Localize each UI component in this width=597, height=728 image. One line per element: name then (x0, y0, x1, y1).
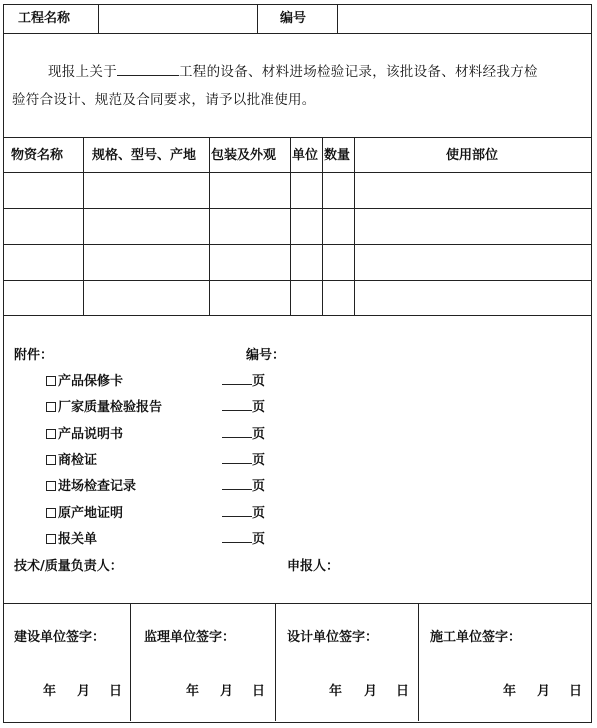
header-divider-v3 (337, 5, 338, 33)
page-count-blank[interactable] (222, 437, 252, 438)
supervisor-signature-label: 监理单位签字： (144, 630, 236, 645)
project-blank[interactable] (117, 75, 179, 76)
owner-date-year: 年 (43, 684, 57, 699)
contractor-date-day: 日 (569, 684, 583, 699)
attachment-item: 进场检查记录 (46, 480, 136, 493)
page-count-blank[interactable] (222, 489, 252, 490)
attachments-number-label: 编号： (246, 348, 286, 363)
material-inspection-form (3, 4, 592, 723)
checkbox-icon[interactable] (46, 508, 56, 518)
table-row[interactable] (4, 281, 590, 315)
header-divider-v2 (257, 5, 258, 33)
attachment-item: 商检证 (46, 454, 97, 467)
col-header-unit: 单位 (292, 148, 319, 163)
statement-prefix: 现报上关于 (48, 64, 117, 80)
designer-signature-label: 设计单位签字： (287, 630, 379, 645)
attachment-pages: 页 (222, 480, 265, 493)
statement-suffix: 工程的设备、材料进场检验记录，该批设备、材料经我方检 (179, 64, 538, 80)
contractor-signature-label: 施工单位签字： (430, 630, 522, 645)
designer-date-day: 日 (396, 684, 410, 699)
attachment-pages: 页 (222, 428, 265, 441)
owner-signature-area[interactable] (4, 604, 129, 720)
col-header-packaging: 包装及外观 (211, 148, 277, 163)
tech-quality-lead-label: 技术/质量负责人： (14, 559, 123, 574)
attachment-item: 报关单 (46, 533, 97, 546)
table-bottom-border (4, 315, 591, 316)
supervisor-signature-area[interactable] (131, 604, 274, 720)
page-count-blank[interactable] (222, 384, 252, 385)
designer-date-year: 年 (329, 684, 343, 699)
header-divider-v1 (98, 5, 99, 33)
checkbox-icon[interactable] (46, 402, 56, 412)
attachment-pages: 页 (222, 507, 265, 520)
page-count-blank[interactable] (222, 410, 252, 411)
attachment-item: 产品保修卡 (46, 375, 123, 388)
owner-signature-label: 建设单位签字： (14, 630, 106, 645)
col-header-spec: 规格、型号、产地 (92, 148, 197, 163)
checkbox-icon[interactable] (46, 429, 56, 439)
checkbox-icon[interactable] (46, 534, 56, 544)
col-header-quantity: 数量 (324, 148, 351, 163)
owner-date-month: 月 (77, 684, 91, 699)
contractor-date-month: 月 (537, 684, 551, 699)
contractor-date-year: 年 (503, 684, 517, 699)
attachment-pages: 页 (222, 375, 265, 388)
designer-date-month: 月 (364, 684, 378, 699)
table-row[interactable] (4, 245, 590, 280)
supervisor-date-day: 日 (252, 684, 266, 699)
checkbox-icon[interactable] (46, 481, 56, 491)
col-header-material-name: 物资名称 (11, 148, 64, 163)
designer-signature-area[interactable] (276, 604, 417, 720)
owner-date-day: 日 (109, 684, 123, 699)
attachment-item: 厂家质量检验报告 (46, 401, 162, 414)
project-name-label: 工程名称 (18, 11, 71, 26)
contractor-signature-area[interactable] (419, 604, 589, 720)
statement-line-1 (48, 66, 538, 80)
attachment-item: 原产地证明 (46, 507, 123, 520)
table-top-border (4, 137, 591, 138)
attachment-pages: 页 (222, 533, 265, 546)
supervisor-date-year: 年 (186, 684, 200, 699)
header-divider (4, 33, 591, 34)
page-count-blank[interactable] (222, 516, 252, 517)
attachment-pages: 页 (222, 454, 265, 467)
supervisor-date-month: 月 (220, 684, 234, 699)
attachment-item: 产品说明书 (46, 428, 123, 441)
checkbox-icon[interactable] (46, 455, 56, 465)
statement-line-2: 验符合设计、规范及合同要求，请予以批准使用。 (12, 92, 316, 108)
page-count-blank[interactable] (222, 463, 252, 464)
attachment-pages: 页 (222, 401, 265, 414)
table-row[interactable] (4, 209, 590, 244)
checkbox-icon[interactable] (46, 376, 56, 386)
page-count-blank[interactable] (222, 542, 252, 543)
attachments-label: 附件： (14, 348, 54, 363)
table-row[interactable] (4, 173, 590, 208)
reporter-label: 申报人： (287, 559, 340, 574)
number-label: 编号 (280, 11, 307, 26)
col-header-usage-location: 使用部位 (445, 148, 498, 163)
